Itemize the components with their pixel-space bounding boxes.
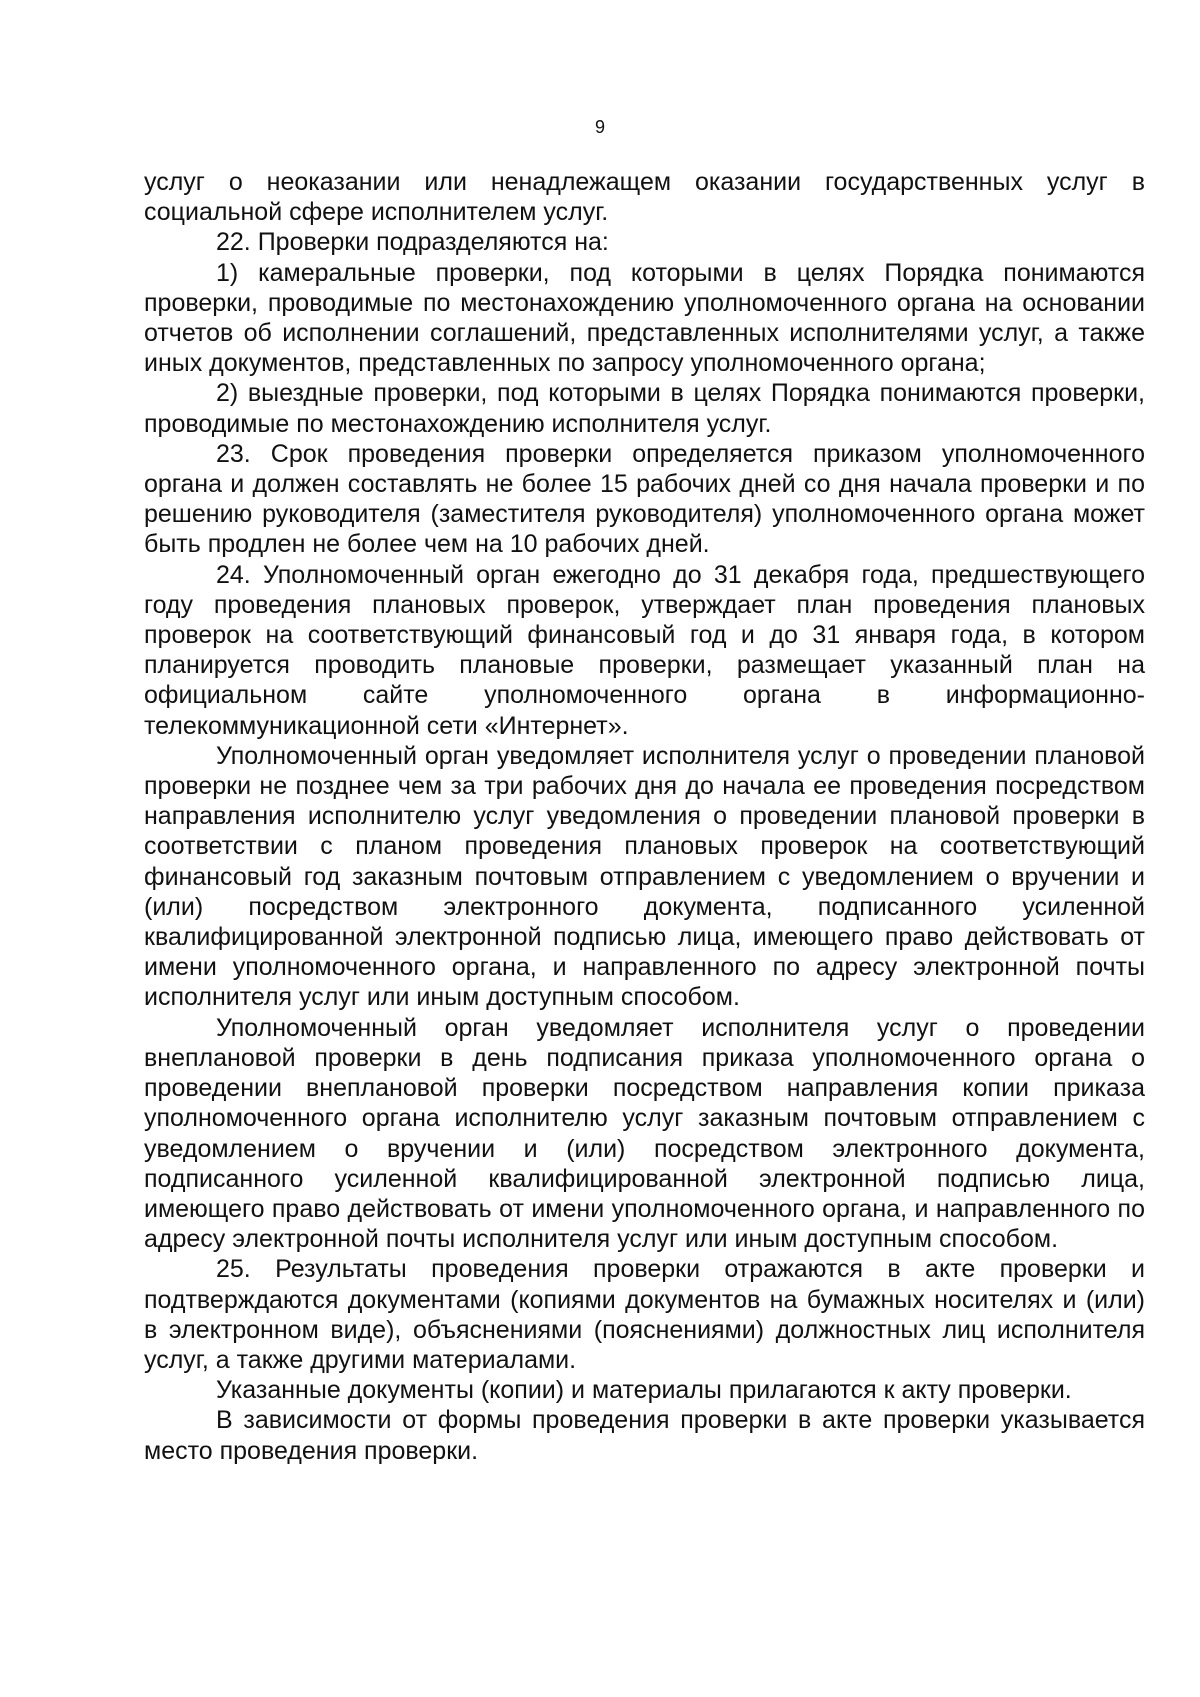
paragraph-24-planned-notice: Уполномоченный орган уведомляет исполнителя услуг о проведении плановой проверки не позднее чем за три рабочих дня до начала ее проведения посредством направления исполнителю услуг уведомления о проведении плановой проверки в соответствии с планом проведения плановых проверок на соответствующий финансовый год заказным почтовым отправлением с уведомлением о вручении и (или) посредством электронного документа, подписанного усиленной квалифицированной электронной подписью лица, имеющего право действовать от имени уполномоченного органа, и направленного по адресу электронной почты исполнителя услуг или иным доступным способом. xyxy=(144,741,1145,1012)
paragraph-25-attachments: Указанные документы (копии) и материалы прилагаются к акту проверки. xyxy=(216,1376,1072,1405)
paragraph-22-item-1: 1) камеральные проверки, под которыми в целях Порядка понимаются проверки, проводимые по местонахождению уполномоченного органа на основании отчетов об исполнении соглашений, представленных исполнителями услуг, а также иных документов, представленных по запросу уполномоченного органа; xyxy=(144,258,1145,378)
paragraph-25-location: В зависимости от формы проведения проверки в акте проверки указывается место проведения проверки. xyxy=(144,1406,1145,1465)
paragraph-22-item-2: 2) выездные проверки, под которыми в целях Порядка понимаются проверки, проводимые по местонахождению исполнителя услуг. xyxy=(144,379,1145,438)
paragraph-23: 23. Срок проведения проверки определяется приказом уполномоченного органа и должен составлять не более 15 рабочих дней со дня начала проверки и по решению руководителя (заместителя руководителя) уполномоченного органа может быть продлен не более чем на 10 рабочих дней. xyxy=(144,439,1145,559)
page-number: 9 xyxy=(594,117,605,137)
paragraph-continuation: услуг о неоказании или ненадлежащем оказании государственных услуг в социальной сфере исполнителем услуг. xyxy=(144,168,1145,227)
paragraph-25: 25. Результаты проведения проверки отражаются в акте проверки и подтверждаются документами (копиями документов на бумажных носителях и (или) в электронном виде), объяснениями (пояснениями) должностных лиц исполнителя услуг, а также другими материалами. xyxy=(144,1255,1145,1374)
paragraph-24-unplanned-notice: Уполномоченный орган уведомляет исполнителя услуг о проведении внеплановой проверки в день подписания приказа уполномоченного органа о проведении внеплановой проверки посредством направления копии приказа уполномоченного органа исполнителю услуг заказным почтовым отправлением с уведомлением о вручении и (или) посредством электронного документа, подписанного усиленной квалифицированной электронной подписью лица, имеющего право действовать от имени уполномоченного органа, и направленного по адресу электронной почты исполнителя услуг или иным доступным способом. xyxy=(144,1013,1145,1254)
paragraph-24: 24. Уполномоченный орган ежегодно до 31 декабря года, предшествующего году проведения плановых проверок, утверждает план проведения плановых проверок на соответствующий финансовый год и до 31 января года, в котором планируется проводить плановые проверки, размещает указанный план на официальном сайте уполномоченного органа в информационно-телекоммуникационной сети «Интернет». xyxy=(144,560,1145,740)
document-body xyxy=(144,167,1145,1466)
paragraph-22: 22. Проверки подразделяются на: xyxy=(216,228,609,257)
